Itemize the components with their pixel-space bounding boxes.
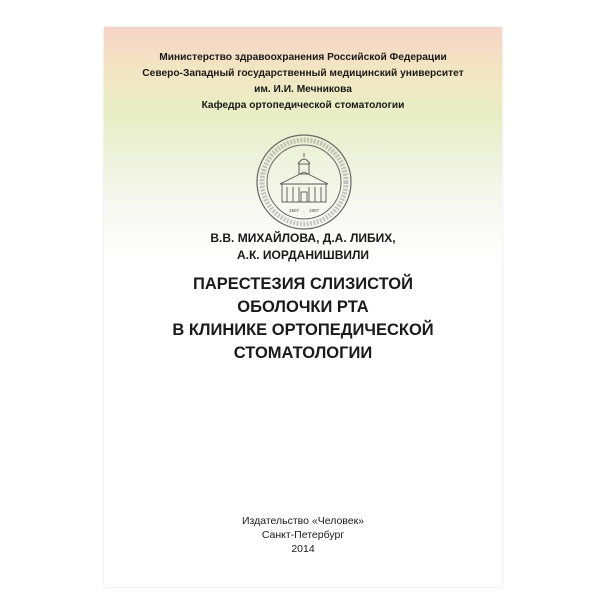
title-line-4: СТОМАТОЛОГИИ — [233, 344, 373, 362]
authors-line-1: В.В. МИХАЙЛОВА, Д.А. ЛИБИХ, — [210, 231, 396, 245]
title-line-1: ПАРЕСТЕЗИЯ СЛИЗИСТОЙ — [192, 275, 414, 293]
book-title — [104, 273, 502, 365]
title-line-2: ОБОЛОЧКИ РТА — [237, 298, 369, 316]
department-line: Кафедра ортопедической стоматологии — [201, 100, 405, 111]
publisher-city: Санкт-Петербург — [261, 529, 345, 541]
seal-year-right: 1907 — [308, 208, 320, 213]
publisher-year: 2014 — [291, 543, 315, 555]
ministry-line: Министерство здравоохранения Российской Федерации — [159, 52, 447, 63]
title-line-3: В КЛИНИКЕ ОРТОПЕДИЧЕСКОЙ — [172, 321, 434, 339]
authors — [104, 230, 502, 264]
publisher-name: Издательство «Человек» — [241, 515, 365, 527]
university-line: Северо-Западный государственный медицинский университет — [142, 68, 464, 79]
authors-line-2: А.К. ИОРДАНИШВИЛИ — [236, 248, 370, 262]
book-cover — [104, 27, 502, 587]
institution-header — [104, 50, 502, 114]
university-seal-icon — [254, 132, 354, 232]
seal-year-left: 1907 — [288, 208, 300, 213]
publisher-block — [104, 514, 502, 556]
university-name-line: им. И.И. Мечникова — [254, 84, 352, 95]
